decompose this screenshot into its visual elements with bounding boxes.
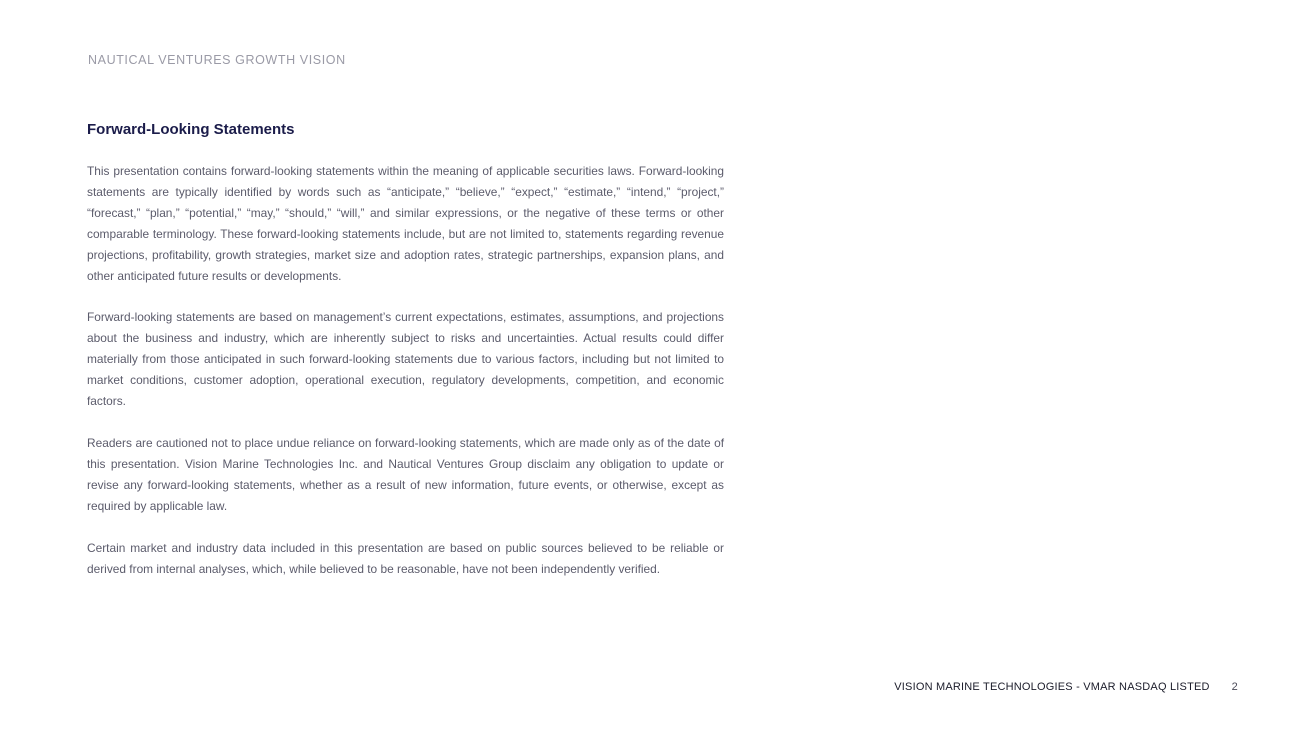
footer-company-label: VISION MARINE TECHNOLOGIES - VMAR NASDAQ LISTED: [894, 681, 1210, 693]
paragraph-risks-uncertainties: Forward-looking statements are based on management’s current expectations, estimates, assumptions, and projections about the business and industry, which are inherently subject to risks and uncertainties. Actual results could differ materially from those anticipated in such forward-looking statements due to various factors, including but not limited to market conditions, customer adoption, operational execution, regulatory developments, competition, and economic factors.: [87, 310, 724, 409]
page-footer: [894, 681, 1238, 693]
paragraph-forward-looking-definition: This presentation contains forward-looking statements within the meaning of applicable securities laws. Forward-looking statements are typically identified by words such as “anticipate,” “believe,” “expect,” “estimate,” “intend,” “project,” “forecast,” “plan,” “potential,” “may,” “should,” “will,” and similar expressions, or the negative of these terms or other comparable terminology. These forward-looking statements include, but are not limited to, statements regarding revenue projections, profitability, growth strategies, market size and adoption rates, strategic partnerships, expansion plans, and other anticipated future results or developments.: [87, 164, 724, 283]
paragraph-reliance-caution: Readers are cautioned not to place undue reliance on forward-looking statements, which are made only as of the date of this presentation. Vision Marine Technologies Inc. and Nautical Ventures Group disclaim any obligation to update or revise any forward-looking statements, whether as a result of new information, future events, or otherwise, except as required by applicable law.: [87, 435, 724, 513]
body-text: [87, 161, 724, 600]
paragraph-market-data: Certain market and industry data included in this presentation are based on public sources believed to be reliable or derived from internal analyses, which, while believed to be reasonable, have not been independently verified.: [87, 540, 724, 576]
section-title: Forward-Looking Statements: [87, 121, 295, 138]
page-number: 2: [1231, 681, 1238, 693]
document-header-label: NAUTICAL VENTURES GROWTH VISION: [88, 53, 346, 67]
